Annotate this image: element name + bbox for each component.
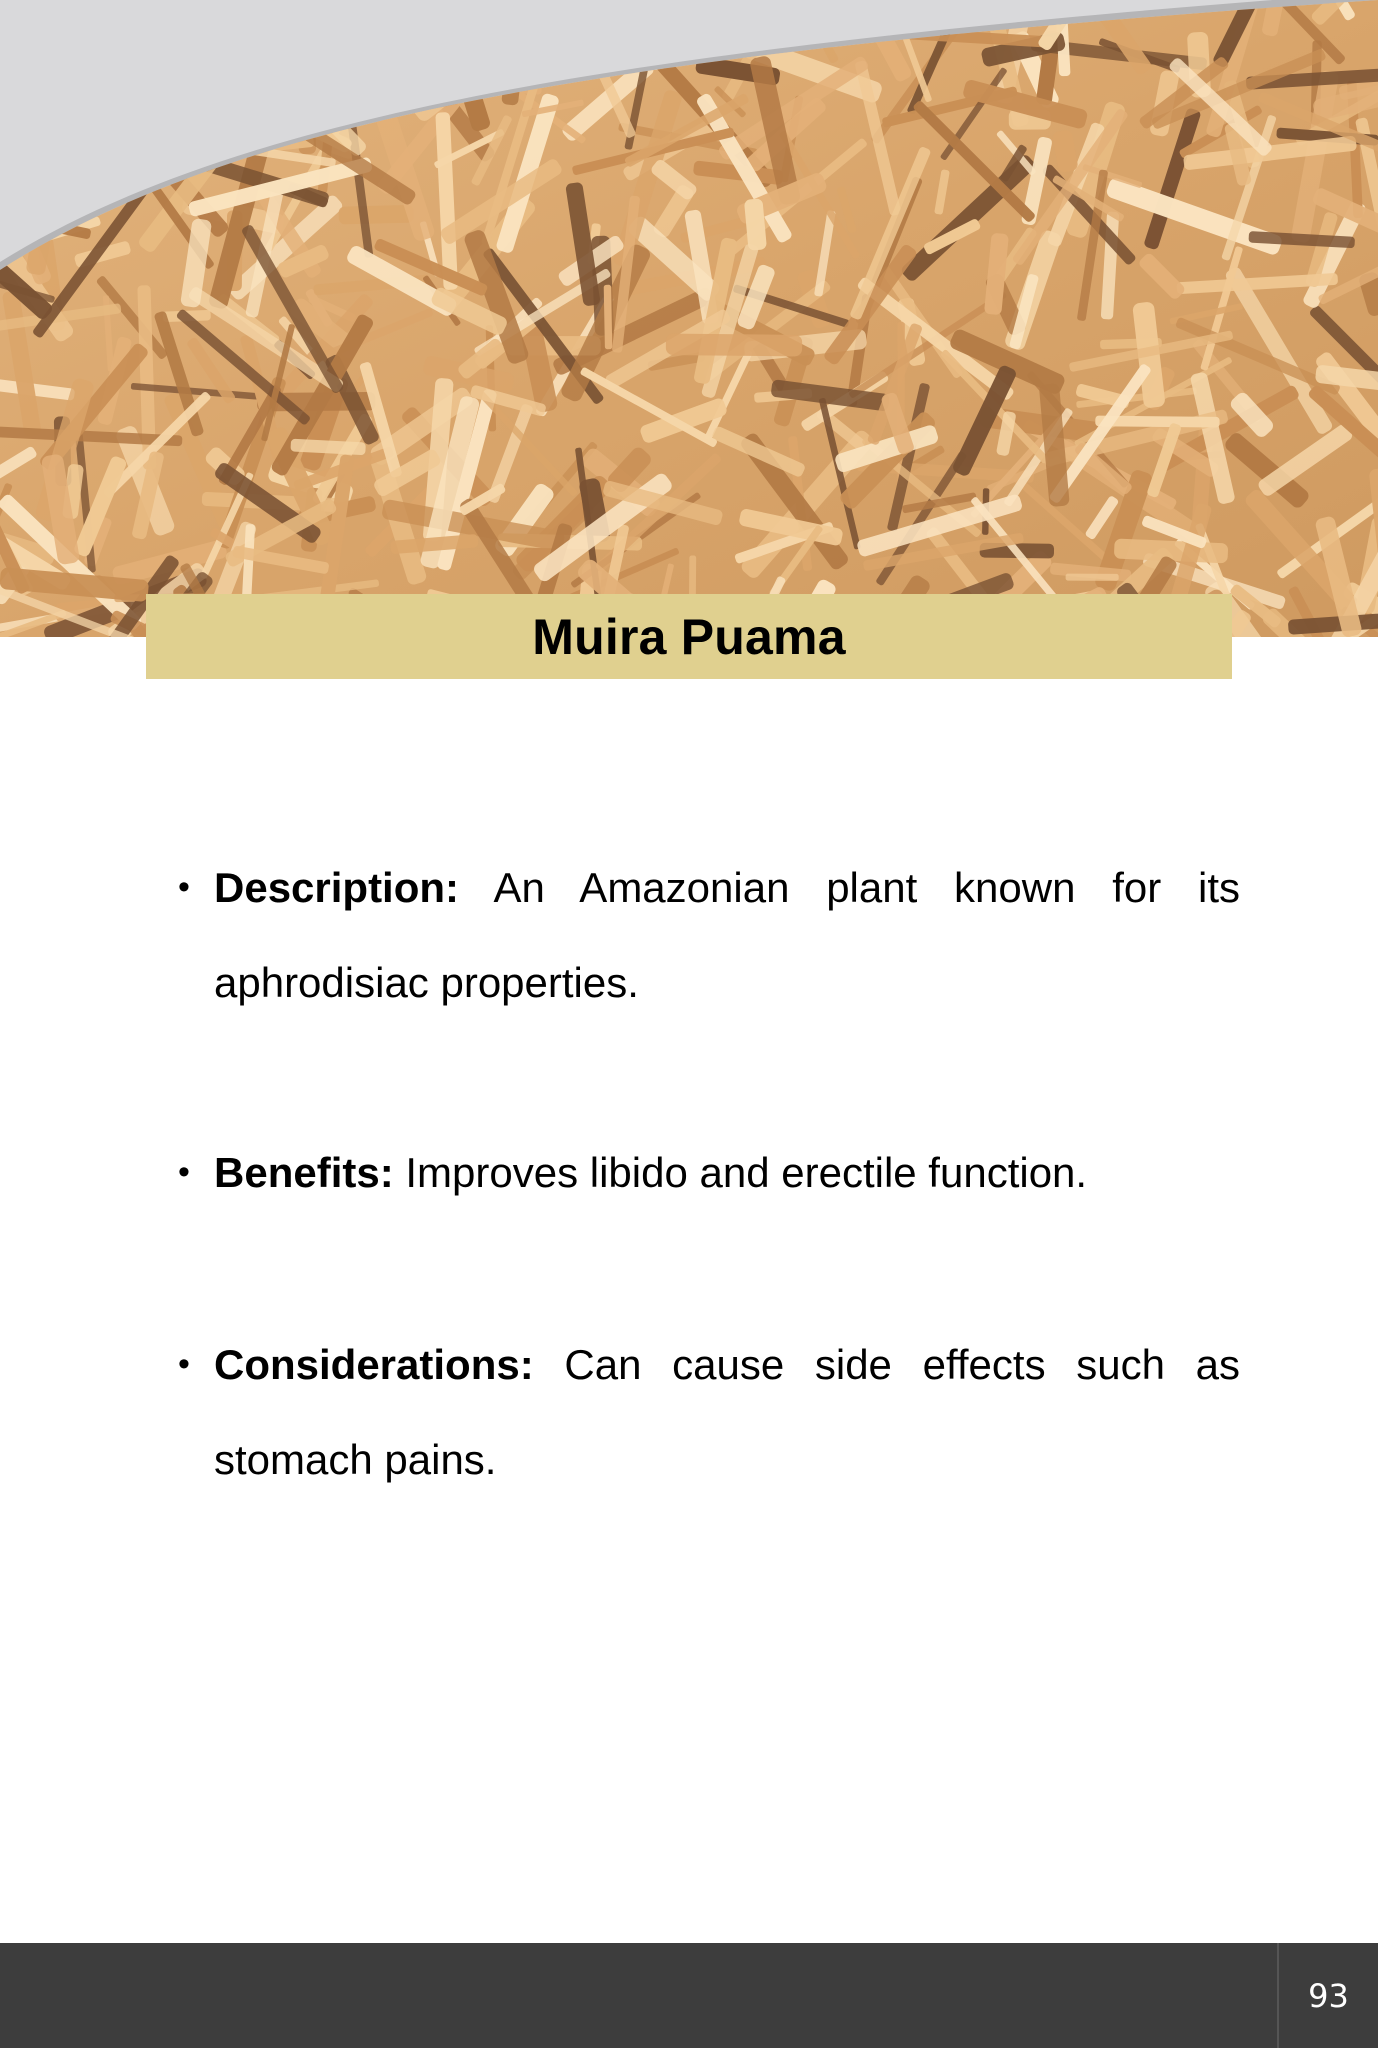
item-label: Description: [214, 864, 460, 911]
bullet-icon: • [178, 1153, 190, 1191]
list-item-description [172, 840, 1240, 1030]
wood-chip [666, 333, 802, 356]
item-text: Improves libido and erectile function. [405, 1149, 1088, 1196]
wood-chip [604, 285, 613, 350]
page-number: 93 [1308, 1976, 1349, 2015]
content-list [172, 840, 1240, 1507]
item-text: An Amazonian plant known for its aphrodisiac properties. [214, 864, 1240, 1006]
header-wood-chips-image [0, 0, 1378, 637]
item-text: Can cause side effects such as stomach pains. [214, 1341, 1240, 1483]
page-title: Muira Puama [532, 608, 846, 665]
bullet-icon: • [178, 868, 190, 906]
title-banner [146, 594, 1232, 679]
item-label: Considerations: [214, 1341, 534, 1388]
wood-chips-photo [0, 0, 1378, 637]
list-item-considerations [172, 1317, 1240, 1507]
wood-chip [339, 205, 414, 225]
footer-bar [0, 1943, 1378, 2048]
wood-chip [1066, 574, 1119, 581]
list-item-benefits [172, 1125, 1240, 1220]
item-label: Benefits: [214, 1149, 394, 1196]
bullet-icon: • [178, 1345, 190, 1383]
